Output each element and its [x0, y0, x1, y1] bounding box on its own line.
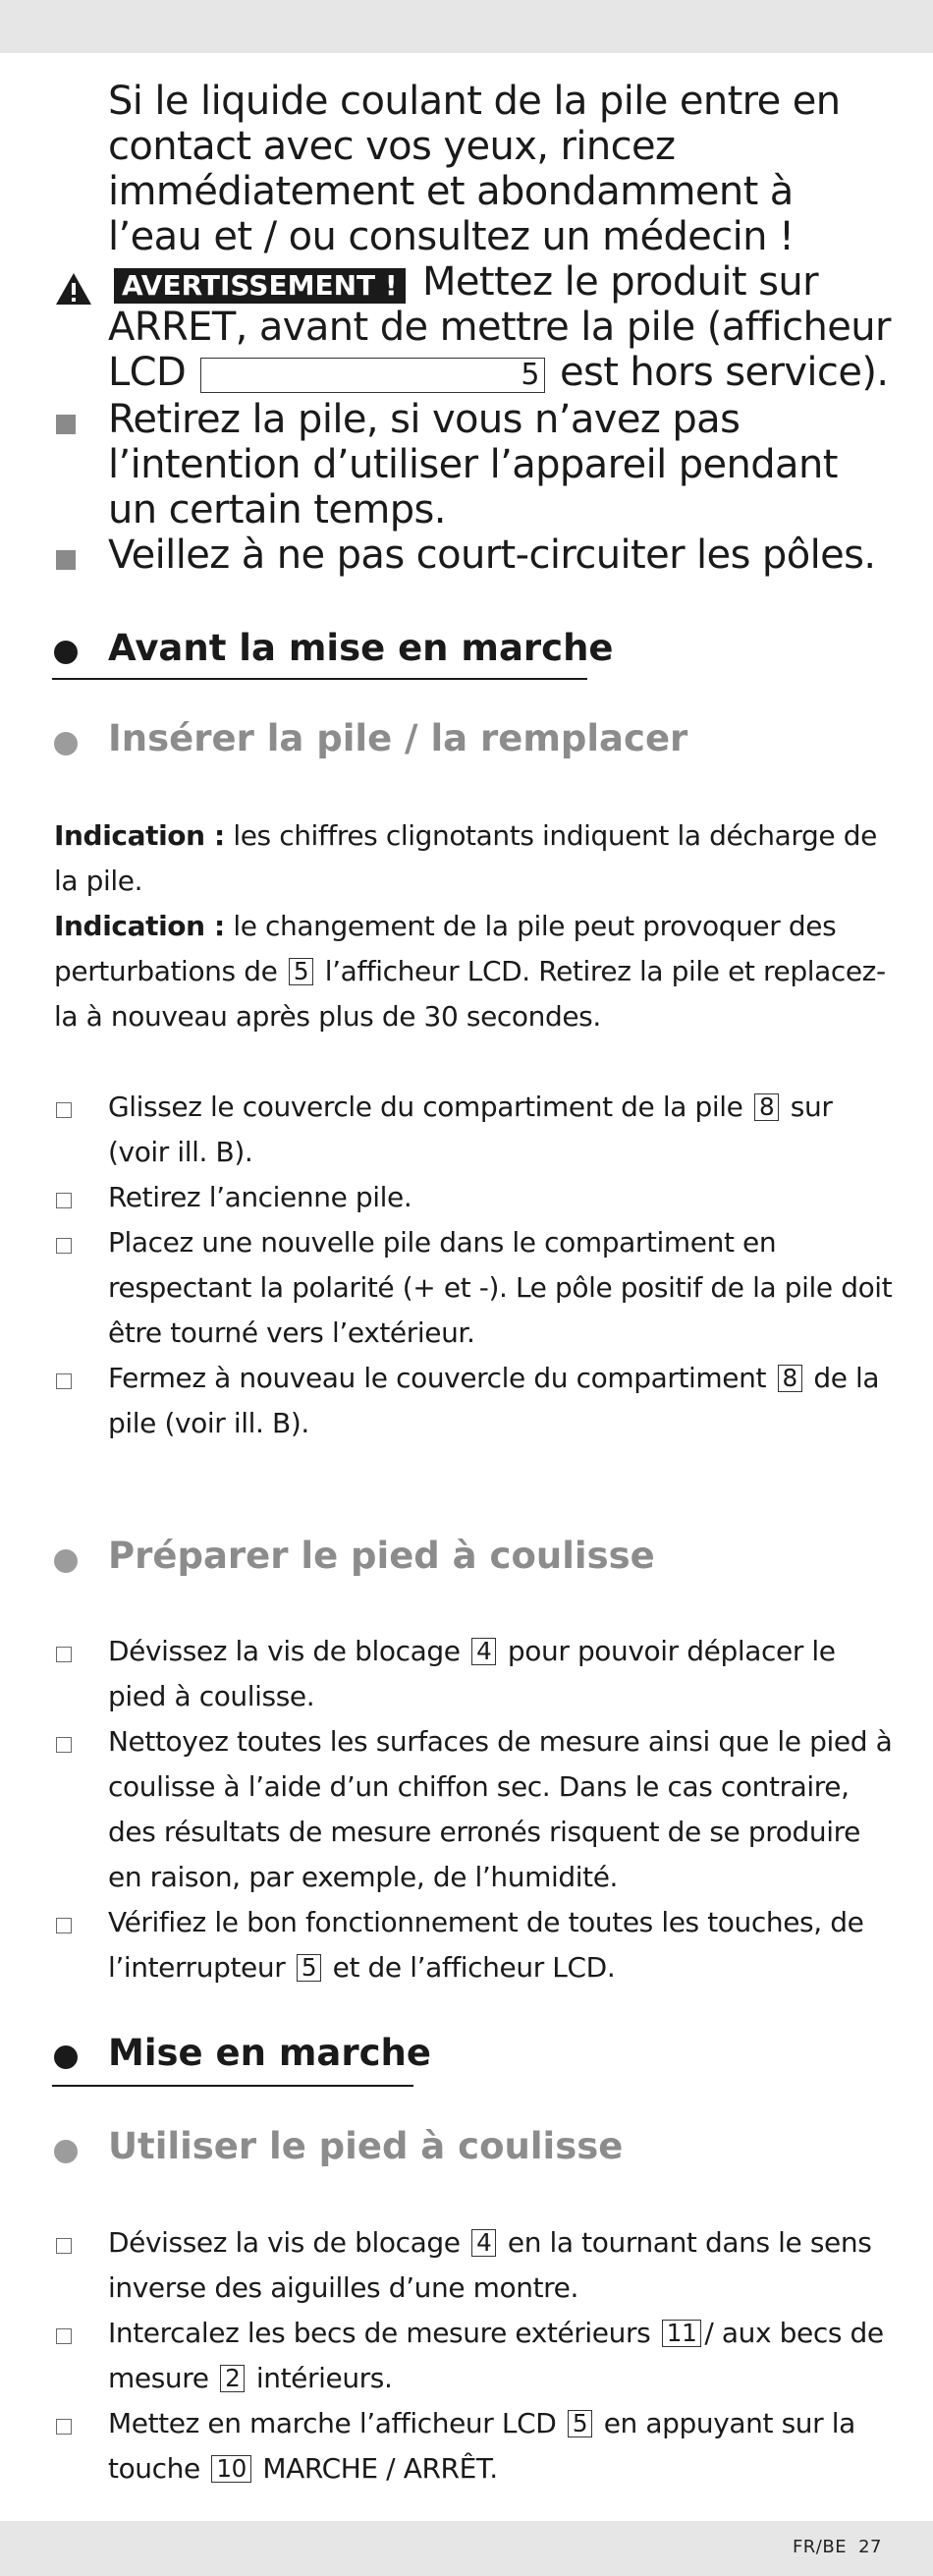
- bullet-square: [56, 550, 76, 570]
- step-checkbox: [56, 1647, 72, 1662]
- step-insert-new-battery: Placez une nouvelle pile dans le compartiment en respectant la polarité (+ et -). Le pôle positif de la pile doit être tourné vers l’extérieur.: [108, 1226, 893, 1349]
- step-checkbox: [56, 1737, 72, 1753]
- subsection-title-prepare-caliper: Préparer le pied à coulisse: [108, 1535, 655, 1577]
- section-underline: [52, 678, 587, 680]
- top-margin-bar: [0, 0, 933, 53]
- section-bullet: [54, 641, 78, 664]
- language-code: FR/BE: [792, 2537, 848, 2557]
- step-close-cover: Fermez à nouveau le couvercle du compartiment 8 de la pile (voir ill. B).: [108, 1362, 880, 1439]
- step-checkbox: [56, 2238, 72, 2254]
- ref-lcd: 5: [200, 358, 545, 393]
- subsection-title-insert-battery: Insérer la pile / la remplacer: [108, 717, 688, 759]
- section-underline: [52, 2085, 413, 2087]
- remove-battery-text: Retirez la pile, si vous n’avez pas l’intention d’utiliser l’appareil pendant un certain temps.: [108, 397, 838, 532]
- subsection-title-use-caliper: Utiliser le pied à coulisse: [108, 2125, 624, 2167]
- step-unscrew-counterclockwise: Dévissez la vis de blocage 4 en la tournant dans le sens inverse des aiguilles d’une montre.: [108, 2226, 872, 2304]
- step-remove-old-battery: Retirez l’ancienne pile.: [108, 1181, 412, 1213]
- warning-triangle-icon: [54, 271, 93, 307]
- step-clean-surfaces: Nettoyez toutes les surfaces de mesure ainsi que le pied à coulisse à l’aide d’un chiffon sec. Dans le cas contraire, des résultats de mesure erronés risquent de se produire en raison, par exemple, de l’humidité.: [108, 1725, 893, 1893]
- note-blinking-digits: Indication : les chiffres clignotants indiquent la décharge de la pile.: [54, 819, 877, 897]
- step-unscrew-lock: Dévissez la vis de blocage 4 pour pouvoir déplacer le pied à coulisse.: [108, 1635, 836, 1712]
- step-check-keys: Vérifiez le bon fonctionnement de toutes les touches, de l’interrupteur 5 et de l’afficheur LCD.: [108, 1906, 864, 1984]
- step-checkbox: [56, 1918, 72, 1933]
- warning-label: AVERTISSEMENT !: [114, 268, 406, 304]
- section-title-before-start: Avant la mise en marche: [108, 627, 614, 669]
- step-checkbox: [56, 1193, 72, 1208]
- eye-contact-text: Si le liquide coulant de la pile entre en contact avec vos yeux, rincez immédiatement et abondamment à l’eau et / ou consultez un médecin !: [108, 79, 841, 259]
- short-circuit-text: Veillez à ne pas court-circuiter les pôles.: [108, 532, 876, 578]
- page-footer: [793, 2537, 882, 2557]
- bullet-square: [56, 415, 76, 434]
- subsection-bullet: [54, 732, 78, 756]
- step-checkbox: [56, 1238, 72, 1254]
- step-power-on-lcd: Mettez en marche l’afficheur LCD 5 en appuyant sur la touche 10 MARCHE / ARRÊT.: [108, 2407, 855, 2485]
- warning-text: Mettez le produit sur ARRET, avant de mettre la pile (afficheur LCD 5 est hors service).: [108, 259, 891, 395]
- step-checkbox: [56, 1102, 72, 1118]
- step-slide-cover: Glissez le couvercle du compartiment de la pile 8 sur (voir ill. B).: [108, 1091, 833, 1168]
- step-checkbox: [56, 1373, 72, 1389]
- step-checkbox: [56, 2419, 72, 2435]
- subsection-bullet: [54, 1549, 78, 1573]
- step-insert-jaws: Intercalez les becs de mesure extérieurs 11 / aux becs de mesure 2 intérieurs.: [108, 2317, 884, 2394]
- subsection-bullet: [54, 2140, 78, 2163]
- section-bullet: [54, 2045, 78, 2069]
- page-number: 27: [858, 2537, 882, 2557]
- step-checkbox: [56, 2328, 72, 2344]
- section-title-start: Mise en marche: [108, 2032, 431, 2074]
- note-battery-change: Indication : le changement de la pile peut provoquer des perturbations de 5 l’afficheur LCD. Retirez la pile et replacez-la à nouveau après plus de 30 secondes.: [54, 910, 886, 1033]
